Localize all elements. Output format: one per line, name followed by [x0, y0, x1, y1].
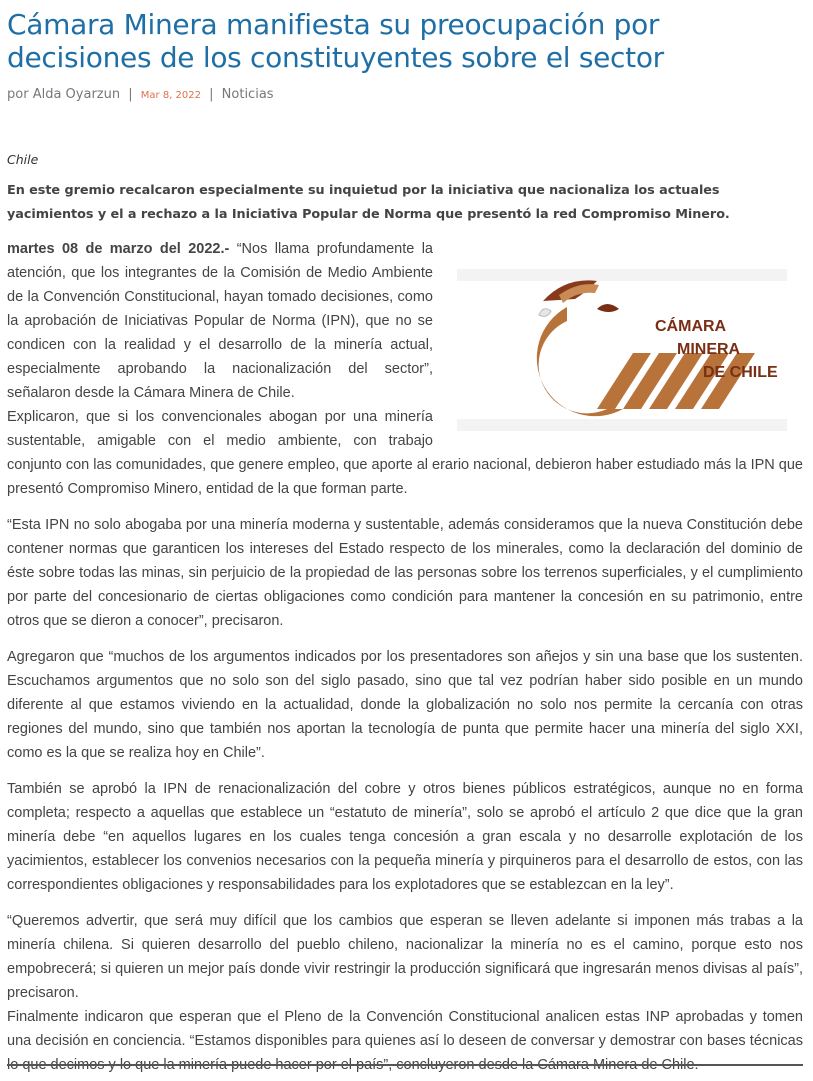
paragraph-3: “Esta IPN no solo abogaba por una minería moderna y sustentable, además consideramos que la nueva Constitución debe contener normas que garanticen los intereses del Estado respecto de los minerales, como la declaración del dominio de éste sobre todas las minas, sin perjuicio de la propiedad de las personas sobre los terrenos superficiales, y el cumplimiento por parte del concesionario de ciertas obligaciones como condición para mantener la concesión en su patrimonio, entre otros que se dieron a conocer”, precisaron. — [7, 517, 803, 629]
bottom-divider — [7, 1064, 803, 1066]
lead-paragraph: En este gremio recalcaron especialmente su inquietud por la iniciativa que nacionaliza los actuales yacimientos y el a rechazo a la Iniciativa Popular de Norma que presentó la red Compromiso Minero. — [7, 183, 730, 222]
logo-graphic — [447, 259, 803, 444]
paragraph-4: Agregaron que “muchos de los argumentos indicados por los presentadores son añejos y sin una base que los sustenten. Escuchamos argumentos que no solo son del siglo pasado, sino que tal vez podrían haber sido posible en un mundo diferente al que estamos viviendo en la actualidad, donde la globalización no solo nos permite la cercanía con otras regiones del mundo, sino que también nos aportan la tecnología de punta que permite hacer una minería del siglo XXI, como es la que se realiza hoy en Chile”. — [7, 649, 803, 761]
paragraph-2: Explicaron, que si los convencionales abogan por una minería sustentable, amigable con el medio ambiente, con trabajo conjunto con las comunidades, que genere empleo, que aporte al erario nacional, debieron haber estudiado más la IPN que presentó Compromiso Minero, entidad de la que forman parte. — [7, 409, 803, 497]
article-meta — [7, 85, 803, 105]
byline-prefix: por — [7, 87, 29, 102]
logo-text-line2: MINERA — [677, 341, 741, 358]
paragraph-5: También se aprobó la IPN de renacionalización del cobre y otros bienes públicos estratégicos, aunque no en forma completa; respecto a aquellas que establece un “estatuto de minería”, solo se aprobó el artículo 2 que dice que la gran minería debe “en aquellos lugares en los cuales tenga concesión a gran escala y no desarrolle explotación de los yacimientos, establecer los convenios necesarios con la pequeña minería y pirquineros para el desarrollo de estos, con las correspondientes obligaciones y responsabilidades para los explotadores que se establezcan en la ley”. — [7, 781, 803, 893]
logo-text-line1: CÁMARA — [655, 318, 727, 335]
publish-date: Mar 8, 2022 — [140, 90, 201, 101]
meta-separator: | — [209, 87, 214, 102]
dateline: martes 08 de marzo del 2022.- — [7, 241, 230, 257]
logo-text-line3: DE CHILE — [703, 364, 778, 381]
meta-separator: | — [128, 87, 133, 102]
article-title: Cámara Minera manifiesta su preocupación por decisiones de los constituyentes sobre el sector — [7, 8, 664, 74]
paragraph-6: “Queremos advertir, que será muy difícil que los cambios que esperan se lleven adelante si imponen más trabas a la minería chilena. Si quieren desarrollo del pueblo chileno, nacionalizar la minería no es el camino, porque esto nos empobrecerá; si quieren un mejor país donde vivir restringir la producción significará que ingresarán menos divisas al país”, precisaron. — [7, 913, 803, 1001]
article-body — [7, 237, 803, 1077]
author-link[interactable]: Alda Oyarzun — [32, 87, 121, 102]
location-label: Chile — [7, 152, 39, 167]
category-link[interactable]: Noticias — [221, 87, 274, 102]
camara-minera-logo — [447, 259, 803, 444]
paragraph-1-text: “Nos llama profundamente la atención, que los integrantes de la Comisión de Medio Ambiente de la Convención Constitucional, hayan tomado decisiones, como la aprobación de Iniciativas Popular de Norma (IPN), que no se condicen con la realidad y el desarrollo de la minería actual, especialmente aprobando la nacionalización del sector”, señalaron desde la Cámara Minera de Chile. — [7, 241, 433, 401]
article — [7, 0, 803, 1073]
paragraph-7: Finalmente indicaron que esperan que el Pleno de la Convención Constitucional analicen estas INP aprobadas y tomen una decisión en conciencia. “Estamos disponibles para quienes así lo deseen de conversar y demostrar con bases técnicas lo que decimos y lo que la minería puede hacer por el país”, concluyeron desde la Cámara Minera de Chile. — [7, 1009, 803, 1073]
